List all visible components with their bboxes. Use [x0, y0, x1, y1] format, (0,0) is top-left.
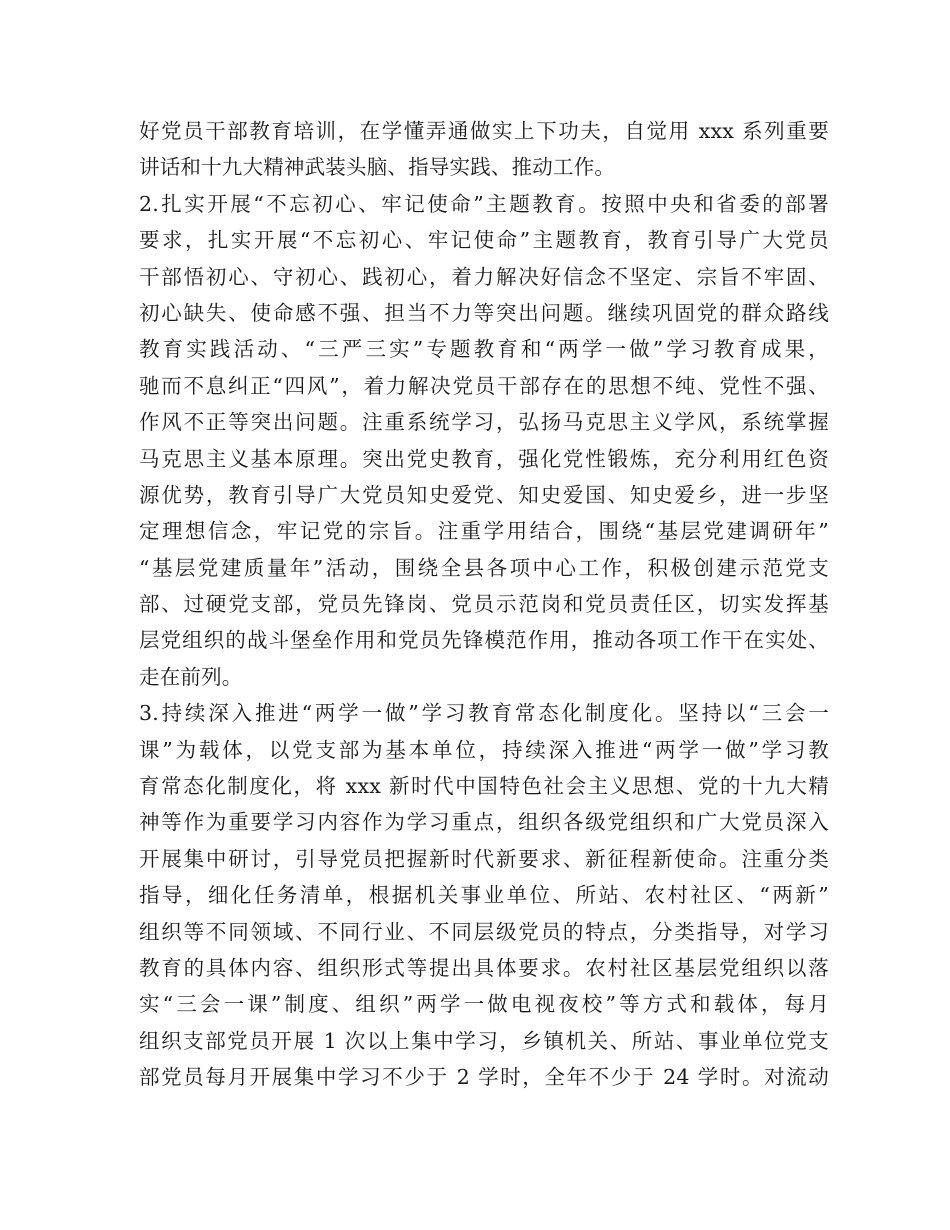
text-line: 课”为载体，以党支部为基本单位，持续深入推进“两学一做”学习教	[139, 737, 829, 762]
text-line: 干部悟初心、守初心、践初心，着力解决好信念不坚定、宗旨不牢固、	[139, 264, 829, 289]
text-line: 初心缺失、使命感不强、担当不力等突出问题。继续巩固党的群众路线	[139, 300, 829, 325]
text-line: 作风不正等突出问题。注重系统学习，弘扬马克思主义学风，系统掌握	[139, 410, 829, 435]
text-line: 组织支部党员开展 1 次以上集中学习，乡镇机关、所站、事业单位党支	[139, 1028, 829, 1053]
text-line: 2.扎实开展“不忘初心、牢记使命”主题教育。按照中央和省委的部署	[139, 191, 829, 216]
text-line: 开展集中研讨，引导党员把握新时代新要求、新征程新使命。注重分类	[139, 846, 829, 871]
text-line: 马克思主义基本原理。突出党史教育，强化党性锻炼，充分利用红色资	[139, 446, 829, 471]
text-line: 源优势，教育引导广大党员知史爱党、知史爱国、知史爱乡，进一步坚	[139, 482, 829, 507]
text-line: 走在前列。	[139, 664, 243, 689]
text-line: 驰而不息纠正“四风”，着力解决党员干部存在的思想不纯、党性不强、	[139, 373, 829, 398]
text-line: 教育的具体内容、组织形式等提出具体要求。农村社区基层党组织以落	[139, 955, 829, 980]
text-line: 要求，扎实开展“不忘初心、牢记使命”主题教育，教育引导广大党员	[139, 228, 829, 253]
text-line: 3.持续深入推进“两学一做”学习教育常态化制度化。坚持以“三会一	[139, 701, 829, 726]
text-line: 部党员每月开展集中学习不少于 2 学时，全年不少于 24 学时。对流动	[139, 1065, 829, 1090]
text-line: “基层党建质量年”活动，围绕全县各项中心工作，积极创建示范党支	[139, 555, 829, 580]
text-line: 指导，细化任务清单，根据机关事业单位、所站、农村社区、“两新”	[139, 883, 829, 908]
text-line: 育常态化制度化，将 xxx 新时代中国特色社会主义思想、党的十九大精	[139, 774, 829, 799]
body-text	[139, 113, 839, 1096]
text-line: 教育实践活动、“三严三实”专题教育和“两学一做”学习教育成果，	[139, 337, 829, 362]
text-line: 组织等不同领域、不同行业、不同层级党员的特点，分类指导，对学习	[139, 919, 829, 944]
text-line: 定理想信念，牢记党的宗旨。注重学用结合，围绕“基层党建调研年”	[139, 519, 829, 544]
text-line: 神等作为重要学习内容作为学习重点，组织各级党组织和广大党员深入	[139, 810, 829, 835]
text-line: 讲话和十九大精神武装头脑、指导实践、推动工作。	[139, 155, 616, 180]
text-line: 层党组织的战斗堡垒作用和党员先锋模范作用，推动各项工作干在实处、	[139, 628, 829, 653]
text-line: 实“三会一课”制度、组织”两学一做电视夜校”等方式和载体，每月	[139, 992, 829, 1017]
text-line: 好党员干部教育培训，在学懂弄通做实上下功夫，自觉用 xxx 系列重要	[139, 119, 829, 143]
text-line: 部、过硬党支部，党员先锋岗、党员示范岗和党员责任区，切实发挥基	[139, 592, 829, 617]
